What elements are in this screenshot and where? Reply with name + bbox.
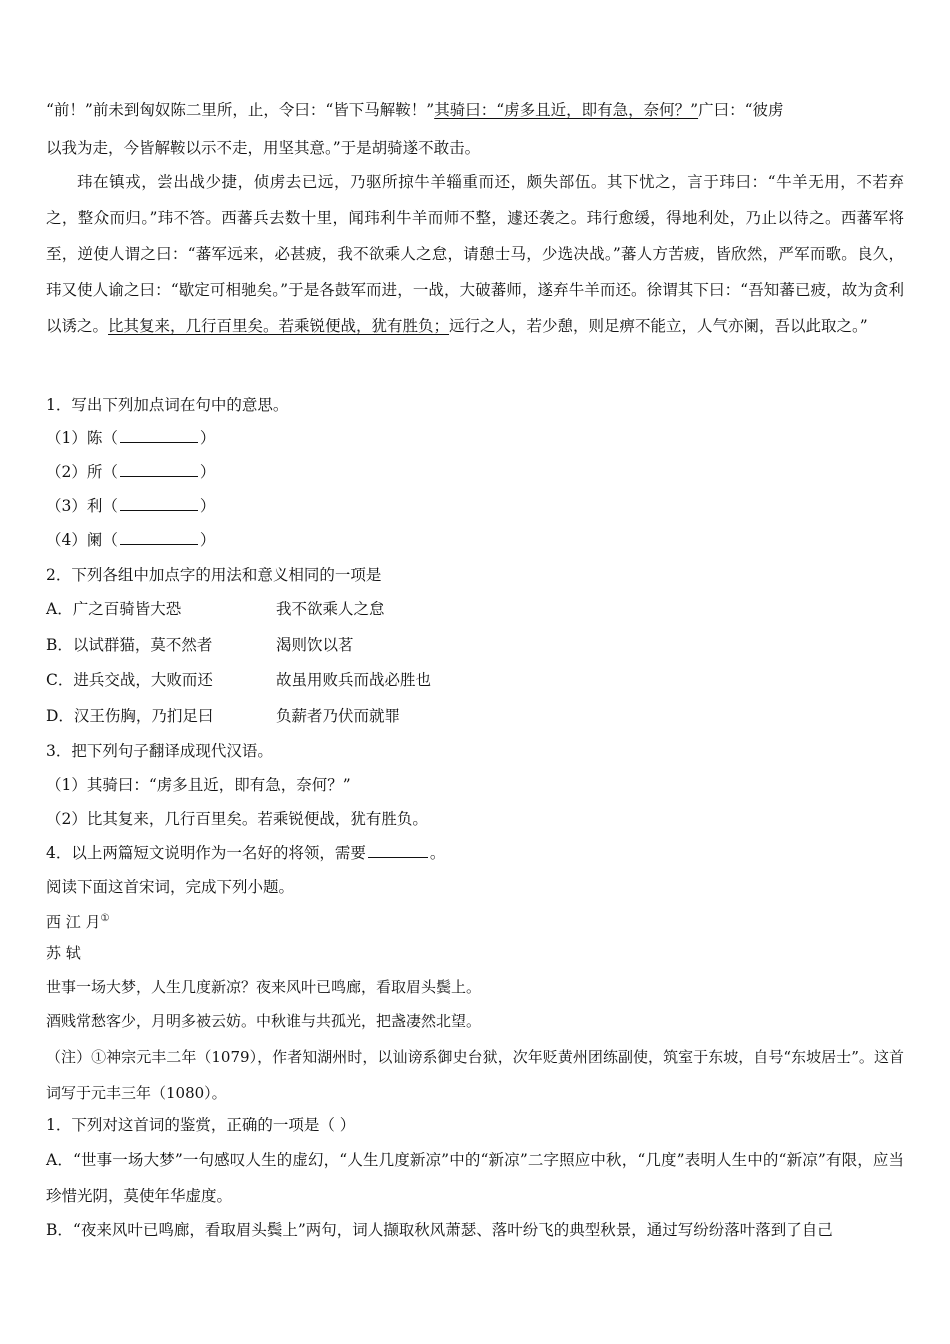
q2-option-c: [46, 662, 904, 698]
footnote-mark: ①: [100, 913, 110, 924]
q1-item-close: ）: [199, 531, 216, 549]
q2-option-b: [46, 627, 904, 663]
q2-option-d: [46, 698, 904, 734]
q3-stem: 3．把下列句子翻译成现代汉语。: [46, 742, 273, 760]
q1-item-close: ）: [199, 429, 216, 447]
q4-text: 4．以上两篇短文说明作为一名好的将领，需要: [46, 844, 366, 862]
q4-end: 。: [429, 844, 446, 862]
passage1-text-a: “前！”前未到匈奴陈二里所，止，令曰：“皆下马解鞍！”: [46, 101, 435, 119]
passage1-text-b: 广曰：“彼虏: [698, 101, 784, 119]
q2-option-text: C．进兵交战，大败而还: [46, 671, 213, 689]
q1-stem: 1．写出下列加点词在句中的意思。: [46, 396, 289, 414]
q1-item-label: （2）所（: [46, 463, 118, 481]
q2-option-text: 我不欲乘人之怠: [276, 600, 385, 618]
q1-item-close: ）: [199, 463, 216, 481]
answer-blank[interactable]: [120, 496, 198, 511]
q2-option-text: B．以试群猫，莫不然者: [46, 636, 213, 654]
q2-option-text: 故虽用败兵而战必胜也: [276, 671, 432, 689]
q1-item: [46, 522, 904, 558]
q2-option-text: A．广之百骑皆大恐: [46, 600, 182, 618]
q1-item: [46, 488, 904, 524]
poem-note: （注）①神宗元丰二年（1079），作者知湖州时，以讪谤系御史台狱，次年贬黄州团练副使，筑室于东坡，自号“东坡居士”。这首词写于元丰三年（1080）。: [46, 1048, 904, 1102]
answer-blank[interactable]: [120, 428, 198, 443]
pq1-stem: 1．下列对这首词的鉴赏，正确的一项是（ ）: [46, 1116, 356, 1134]
passage2-underlined: 比其复来，几行百里矣。若乘锐便战，犹有胜负；: [108, 317, 450, 335]
q2-option-text: 渴则饮以茗: [276, 636, 354, 654]
passage1-underlined: 其骑曰：“虏多且近，即有急，奈何？”: [434, 101, 699, 119]
passage2-paragraph: [46, 164, 904, 344]
q2-option-text: 负薪者乃伏而就罪: [276, 707, 401, 725]
q4-stem: [46, 835, 904, 871]
poem-line: 世事一场大梦，人生几度新凉？夜来风叶已鸣廊，看取眉头鬓上。: [46, 978, 482, 996]
q1-item-label: （3）利（: [46, 497, 118, 515]
poem-author: 苏 轼: [46, 944, 81, 962]
passage2-text-a: 玮在镇戎，尝出战少捷，侦虏去已远，乃驱所掠牛羊辎重而还，颇失部伍。其下忧之，言于玮曰：“牛羊无用，不若弃之，整众而归。”玮不答。西蕃兵去数十里，闻玮利牛羊而师不整，遽还袭之。玮行愈缓，得地利处，乃止以待之。西蕃军将至，逆使人谓之曰：“蕃军远来，必甚疲，我不欲乘人之怠，请憩士马，少选决战。”蕃人方苦疲，皆欣然，严军而歌。良久，玮又使人谕之曰：“歇定可相驰矣。”于是各鼓军而进，一战，大破蕃师，遂弃牛羊而还。徐谓其下曰：“吾知蕃已疲，故为贪利以诱之。: [46, 173, 904, 335]
pq1-option-b: B．“夜来风叶已鸣廊，看取眉头鬓上”两句，词人撷取秋风萧瑟、落叶纷飞的典型秋景，通过写纷纷落叶落到了自己: [46, 1221, 833, 1239]
passage2-text-b: 远行之人，若少憩，则足痹不能立，人气亦阑，吾以此取之。”: [449, 317, 868, 335]
reading-intro: 阅读下面这首宋词，完成下列小题。: [46, 878, 295, 896]
answer-blank[interactable]: [120, 530, 198, 545]
q1-item: [46, 454, 904, 490]
passage1-line1: [46, 92, 904, 128]
q3-item: （2）比其复来，几行百里矣。若乘锐便战，犹有胜负。: [46, 810, 428, 828]
q2-stem: 2．下列各组中加点字的用法和意义相同的一项是: [46, 566, 382, 584]
poem-title-text: 西 江 月: [46, 913, 101, 931]
q1-item: [46, 420, 904, 456]
answer-blank[interactable]: [120, 462, 198, 477]
answer-blank[interactable]: [368, 843, 428, 858]
q1-item-close: ）: [199, 497, 216, 515]
pq1-option-a: A．“世事一场大梦”一句感叹人生的虚幻，“人生几度新凉”中的“新凉”二字照应中秋，“几度”表明人生中的“新凉”有限，应当珍惜光阴，莫使年华虚度。: [46, 1151, 904, 1205]
q3-item: （1）其骑曰：“虏多且近，即有急，奈何？”: [46, 776, 351, 794]
q1-item-label: （1）陈（: [46, 429, 118, 447]
q1-item-label: （4）阑（: [46, 531, 118, 549]
q2-option-text: D．汉王伤胸，乃扪足曰: [46, 707, 214, 725]
passage1-line2: 以我为走，今皆解鞍以示不走，用坚其意。”于是胡骑遂不敢击。: [46, 139, 481, 157]
q2-option-a: [46, 591, 904, 627]
poem-line: 酒贱常愁客少，月明多被云妨。中秋谁与共孤光，把盏凄然北望。: [46, 1012, 482, 1030]
